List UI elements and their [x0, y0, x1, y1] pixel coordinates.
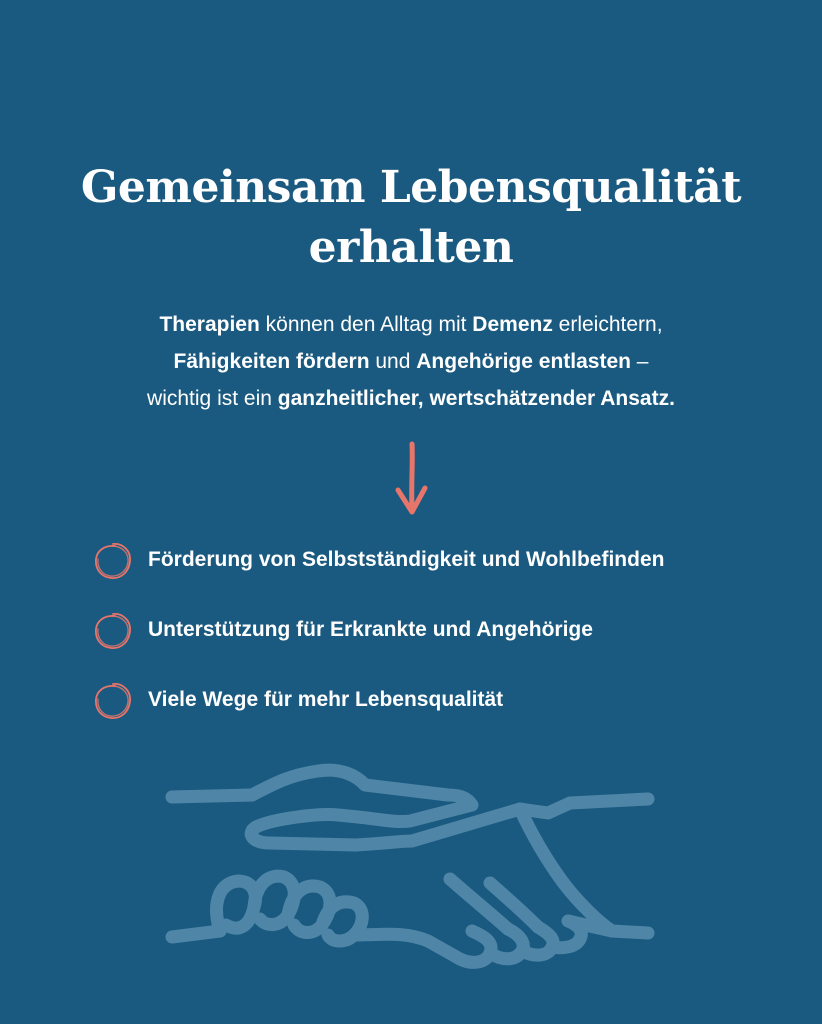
- intro-text: [60, 306, 762, 417]
- list-item-label: Unterstützung für Erkrankte und Angehörige: [148, 618, 593, 641]
- intro-text-segment: erleichtern,: [552, 313, 663, 336]
- intro-keyword: Demenz: [472, 313, 553, 336]
- intro-keyword: Therapien: [159, 313, 260, 336]
- list-item: [92, 680, 772, 720]
- headline-line-1: Gemeinsam Lebensqualität: [80, 162, 742, 213]
- circle-outline-icon: [92, 680, 134, 722]
- list-item-label: Viele Wege für mehr Lebensqualität: [148, 688, 504, 711]
- list-item-label: Förderung von Selbstständigkeit und Wohlbefinden: [148, 548, 665, 571]
- circle-outline-icon: [92, 540, 134, 582]
- intro-text-segment: können den Alltag mit: [259, 313, 473, 336]
- intro-line-3: [60, 380, 762, 417]
- intro-text-segment: –: [630, 350, 649, 373]
- intro-keyword: ganzheitlicher, wertschätzender Ansatz.: [277, 387, 675, 410]
- intro-text-segment: wichtig ist ein: [147, 387, 278, 410]
- circle-outline-icon: [92, 610, 134, 652]
- intro-keyword: Fähigkeiten fördern: [173, 350, 370, 373]
- headline: [0, 158, 822, 278]
- intro-line-2: [60, 343, 762, 380]
- intro-text-segment: und: [369, 350, 417, 373]
- feature-list: [92, 540, 772, 750]
- intro-keyword: Angehörige entlasten: [416, 350, 631, 373]
- list-item: [92, 610, 772, 650]
- intro-line-1: [60, 306, 762, 343]
- handshake-icon: [160, 755, 660, 985]
- headline-line-2: erhalten: [308, 222, 514, 273]
- arrow-down-icon: [392, 440, 432, 522]
- list-item: [92, 540, 772, 580]
